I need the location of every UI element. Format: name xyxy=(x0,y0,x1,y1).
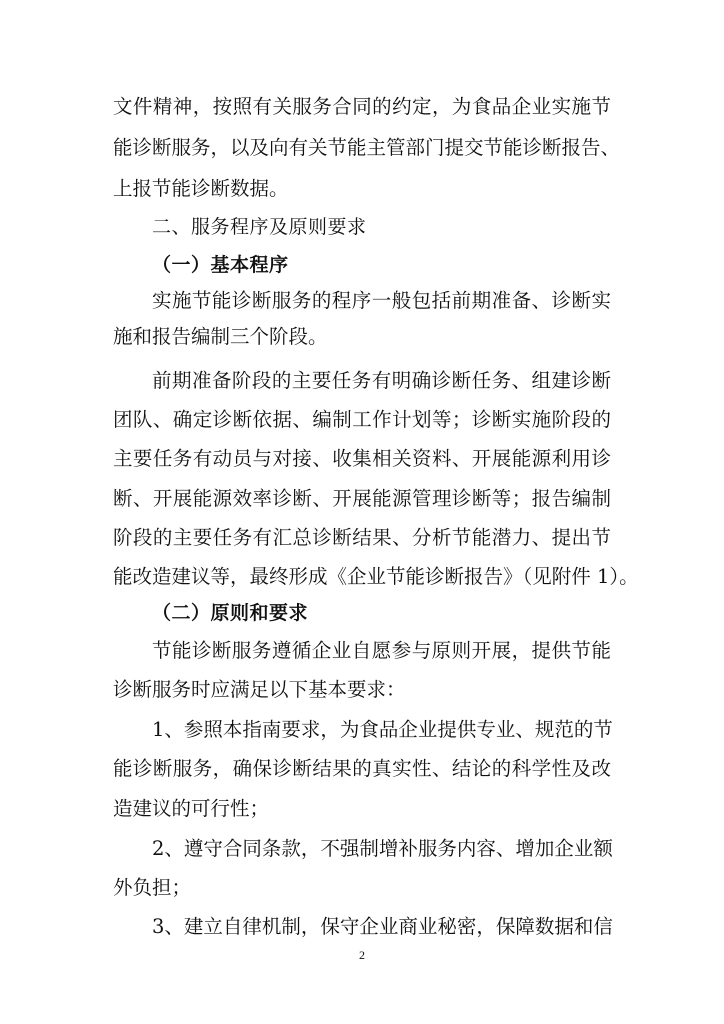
body-line: 文件精神，按照有关服务合同的约定，为食品企业实施节 xyxy=(113,95,611,118)
body-line: 能改造建议等，最终形成《企业节能诊断报告》（见附件 1）。 xyxy=(113,565,639,588)
list-item-line: 2、遵守合同条款，不强制增补服务内容、增加企业额 xyxy=(152,837,613,860)
body-line: 能诊断服务，以及向有关节能主管部门提交节能诊断报告、 xyxy=(113,136,621,159)
body-line: 实施节能诊断服务的程序一般包括前期准备、诊断实 xyxy=(152,289,611,312)
body-line: 主要任务有动员与对接、收集相关资料、开展能源利用诊 xyxy=(113,447,611,470)
body-line: 诊断服务时应满足以下基本要求： xyxy=(113,678,406,701)
body-line: 上报节能诊断数据。 xyxy=(113,177,289,200)
list-item-line: 3、建立自律机制，保守企业商业秘密，保障数据和信 xyxy=(152,915,613,938)
list-item-line: 外负担； xyxy=(113,876,192,899)
subsection-heading: （一）基本程序 xyxy=(152,254,289,276)
list-item-line: 能诊断服务，确保诊断结果的真实性、结论的科学性及改 xyxy=(113,757,611,780)
list-item-line: 1、参照本指南要求，为食品企业提供专业、规范的节 xyxy=(152,718,613,741)
body-line: 断、开展能源效率诊断、开展能源管理诊断等；报告编制 xyxy=(113,487,611,510)
section-heading: 二、服务程序及原则要求 xyxy=(152,216,367,238)
page-number: 2 xyxy=(359,948,365,962)
subsection-heading: （二）原则和要求 xyxy=(152,602,309,624)
body-line: 前期准备阶段的主要任务有明确诊断任务、组建诊断 xyxy=(152,369,611,392)
list-item-line: 造建议的可行性； xyxy=(113,797,270,820)
body-line: 团队、确定诊断依据、编制工作计划等；诊断实施阶段的 xyxy=(113,408,611,431)
body-line: 阶段的主要任务有汇总诊断结果、分析节能潜力、提出节 xyxy=(113,526,611,549)
body-line: 施和报告编制三个阶段。 xyxy=(113,325,328,348)
body-line: 节能诊断服务遵循企业自愿参与原则开展，提供节能 xyxy=(152,639,611,662)
